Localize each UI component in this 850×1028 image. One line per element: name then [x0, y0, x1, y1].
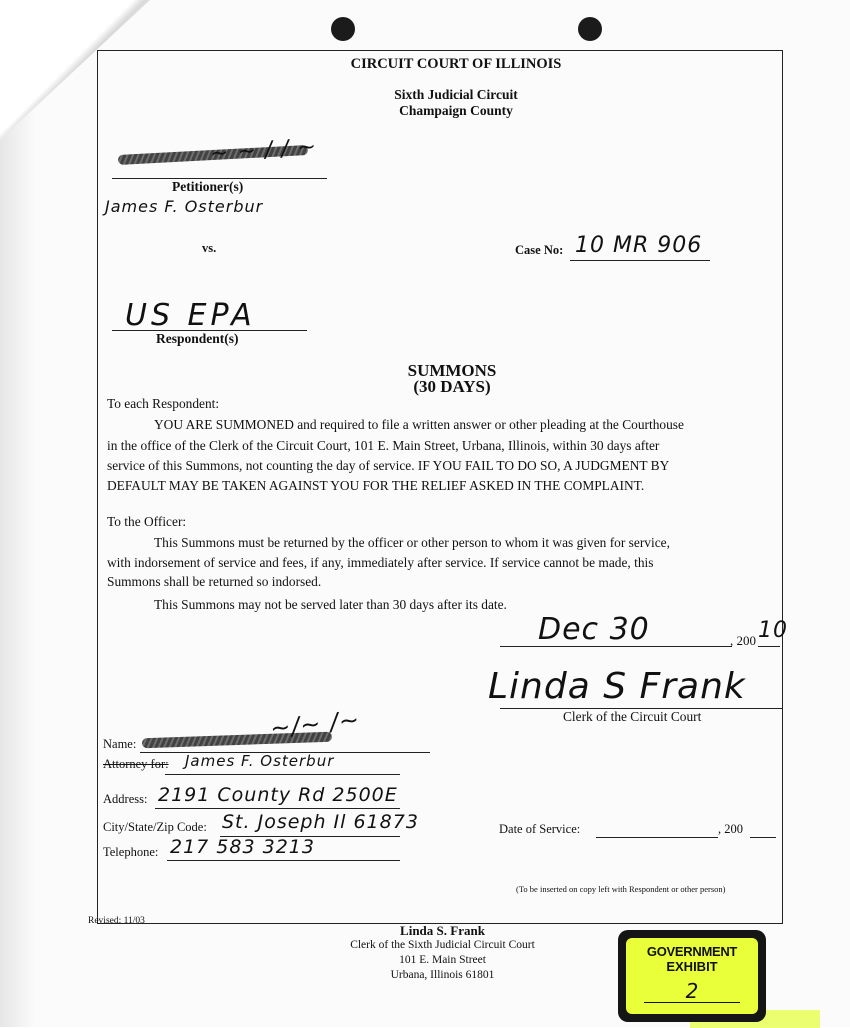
telephone-line	[167, 860, 400, 861]
exhibit-sticker	[618, 930, 766, 1022]
court-title: CIRCUIT COURT OF ILLINOIS	[350, 56, 562, 72]
name-value: James F. Osterbur	[185, 752, 335, 770]
clerk-signature: Linda S Frank	[488, 666, 746, 707]
footer-clerk-name: Linda S. Frank	[400, 923, 485, 938]
exhibit-line-2: EXHIBIT	[666, 959, 718, 974]
issue-year-prefix: , 200	[730, 633, 756, 648]
name-label: Name:	[103, 737, 137, 751]
service-note: (To be inserted on copy left with Respondent or other person)	[516, 884, 726, 894]
officer-paragraph-line: Summons shall be returned so indorsed.	[107, 574, 322, 589]
issue-date-handwritten: Dec 30	[538, 612, 650, 647]
date-of-service-year-line	[750, 837, 776, 838]
address-label: Address:	[103, 792, 148, 806]
telephone-label: Telephone:	[103, 845, 159, 859]
city-state-zip-label: City/State/Zip Code:	[103, 820, 207, 834]
punch-hole-right	[578, 17, 602, 41]
exhibit-sticker-label	[626, 938, 758, 1014]
attorney-line	[165, 774, 400, 775]
name-signature-scrawl: ~∕~ ∕~	[268, 705, 362, 743]
exhibit-line-1: GOVERNMENT	[646, 944, 738, 959]
footer-clerk-title: Clerk of the Sixth Judicial Circuit Court	[350, 939, 535, 951]
exhibit-number: 2	[644, 980, 740, 1003]
case-number-line	[570, 260, 710, 261]
clerk-label: Clerk of the Circuit Court	[563, 709, 702, 724]
summons-title: SUMMONS	[407, 361, 497, 380]
officer-paragraph-line: This Summons must be returned by the officer or other person to whom it was given for service,	[154, 535, 670, 550]
date-of-service-label: Date of Service:	[499, 822, 581, 836]
issue-year-line	[758, 646, 780, 647]
punch-hole-left	[331, 17, 355, 41]
revised-date: Revised: 11/03	[88, 916, 145, 926]
case-number-label: Case No:	[515, 243, 564, 257]
address-value: 2191 County Rd 2500E	[158, 784, 398, 806]
respondent-paragraph-line: YOU ARE SUMMONED and required to file a written answer or other pleading at the Courthouse	[154, 417, 684, 432]
to-respondent-heading: To each Respondent:	[107, 396, 220, 411]
respondent-paragraph-line: DEFAULT MAY BE TAKEN AGAINST YOU FOR THE RELIEF ASKED IN THE COMPLAINT.	[107, 478, 645, 493]
page-shadow	[0, 100, 36, 1027]
date-of-service-line	[596, 837, 718, 838]
date-of-service-suffix: , 200	[718, 822, 743, 836]
petitioner-signature-scrawl: ~ ~ ∕ ∕ ~	[209, 134, 318, 167]
respondent-label: Respondent(s)	[156, 331, 239, 346]
attorney-label: Attorney for:	[103, 757, 169, 771]
address-line	[155, 808, 400, 809]
footer-street: 101 E. Main Street	[399, 954, 486, 966]
city-state-zip-value: St. Joseph Il 61873	[222, 811, 419, 833]
petitioner-label: Petitioner(s)	[172, 179, 244, 194]
footer-city: Urbana, Illinois 61801	[390, 969, 495, 981]
versus-label: vs.	[202, 241, 217, 255]
issue-year-handwritten: 10	[758, 618, 788, 643]
respondent-paragraph-line: service of this Summons, not counting the day of service. IF YOU FAIL TO DO SO, A JUDGMENT BY	[107, 458, 670, 473]
service-deadline-text: This Summons may not be served later than 30 days after its date.	[154, 597, 507, 612]
to-officer-heading: To the Officer:	[107, 514, 187, 529]
telephone-value: 217 583 3213	[170, 836, 315, 858]
county-name: Champaign County	[399, 103, 513, 118]
respondent-paragraph-line: in the office of the Clerk of the Circuit Court, 101 E. Main Street, Urbana, Illinois, within 30 days after	[107, 438, 660, 453]
summons-subtitle: (30 DAYS)	[413, 377, 491, 396]
officer-paragraph-line: with indorsement of service and fees, if any, immediately after service. If service cannot be made, this	[107, 555, 654, 570]
case-number-value: 10 MR 906	[575, 233, 703, 258]
respondent-name: US EPA	[125, 298, 256, 333]
circuit-name: Sixth Judicial Circuit	[394, 87, 518, 102]
petitioner-name: James F. Osterbur	[105, 197, 264, 216]
issue-date-line	[500, 646, 732, 647]
